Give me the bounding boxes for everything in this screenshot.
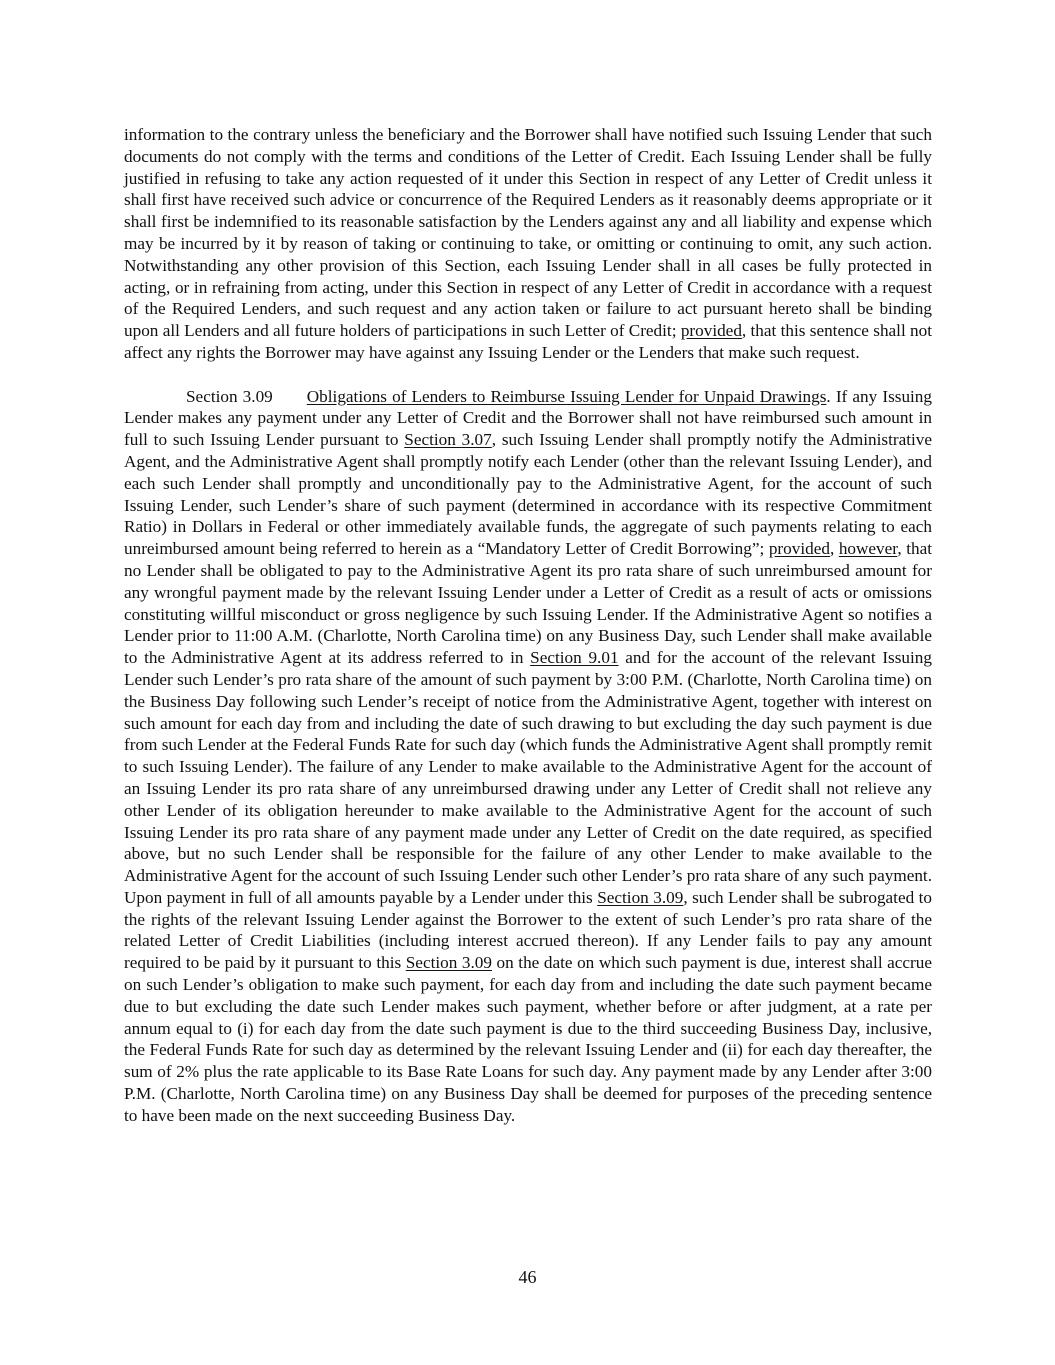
document-page-body [124, 124, 932, 1127]
paragraph-text: on the date on which such payment is due, interest shall accrue on such Lender’s obligation to make such payment, for each day from and including the date such payment became due to but excluding the date such Lender makes such payment, whether before or after judgment, at a rate per annum equal to (i) for each day from the date such payment is due to the third succeeding Business Day, inclusive, the Federal Funds Rate for such day as determined by the relevant Issuing Lender and (ii) for each day thereafter, the sum of 2% plus the rate applicable to its Base Rate Loans for such day. Any payment made by any Lender after 3:00 P.M. (Charlotte, North Carolina time) on any Business Day shall be deemed for purposes of the preceding sentence to have been made on the next succeeding Business Day. [124, 953, 933, 1125]
paragraph-text: , such Issuing Lender shall promptly notify the Administrative Agent, and the Administrative Agent shall promptly notify each Lender (other than the relevant Issuing Lender), and each such Lender shall promptly and unconditionally pay to the Administrative Agent, for the account of such Issuing Lender, such Lender’s share of such payment (determined in accordance with its respective Commitment Ratio) in Dollars in Federal or other immediately available funds, the aggregate of such payments relating to each unreimbursed amount being referred to herein as a “Mandatory Letter of Credit Borrowing”; [124, 430, 932, 559]
page-number: 46 [518, 1267, 537, 1287]
paragraph-text: and for the account of the relevant Issuing Lender such Lender’s pro rata share of the amount of such payment by 3:00 P.M. (Charlotte, North Carolina time) on the Business Day following such Lender’s receipt of notice from the Administrative Agent, together with interest on such amount for each day from and including the date of such drawing to but excluding the day such payment is due from such Lender at the Federal Funds Rate for such day (which funds the Administrative Agent shall promptly remit to such Issuing Lender). The failure of any Lender to make available to the Administrative Agent for the account of an Issuing Lender its pro rata share of any unreimbursed drawing under any Letter of Credit shall not relieve any other Lender of its obligation hereunder to make available to the Administrative Agent for the account of such Issuing Lender its pro rata share of any payment made under any Letter of Credit on the date required, as specified above, but no such Lender shall be responsible for the failure of any other Lender to make available to the Administrative Agent for the account of such Issuing Lender such other Lender’s pro rata share of any such payment. Upon payment in full of all amounts payable by a Lender under this [124, 648, 932, 907]
provided-term: provided [680, 321, 742, 341]
however-term: however [838, 539, 898, 559]
section-reference-3-07: Section 3.07 [404, 430, 492, 450]
section-reference-9-01: Section 9.01 [530, 648, 619, 668]
paragraph-text: information to the contrary unless the beneficiary and the Borrower shall have notified such Issuing Lender that such documents do not comply with the terms and conditions of the Letter of Credit. Each Issuing Lender shall be fully justified in refusing to take any action requested of it under this Section in respect of any Letter of Credit unless it shall first have received such advice or concurrence of the Required Lenders as it reasonably deems appropriate or it shall first be indemnified to its reasonable satisfaction by the Lenders against any and all liability and expense which may be incurred by it by reason of taking or continuing to take, or omitting or continuing to omit, any such action. Notwithstanding any other provision of this Section, each Issuing Lender shall in all cases be fully protected in acting, or in refraining from acting, under this Section in respect of any Letter of Credit in accordance with a request of the Required Lenders, and such request and any action taken or failure to act pursuant hereto shall be binding upon all Lenders and all future holders of participations in such Letter of Credit; [124, 125, 932, 341]
section-reference-3-09: Section 3.09 [597, 887, 684, 907]
paragraph-text: , such Lender shall be subrogated to the rights of the relevant Issuing Lender against the Borrower to the extent of such Lender’s pro rata share of the related Letter of Credit Liabilities (including interest accrued thereon). If any Lender fails to pay any amount required to be paid by it pursuant to this [124, 887, 932, 973]
provided-term: provided [768, 539, 830, 559]
section-heading: Obligations of Lenders to Reimburse Issuing Lender for Unpaid Drawings [306, 386, 827, 406]
section-3-09-paragraph [124, 386, 932, 1127]
paragraph-continuation [124, 124, 932, 364]
section-number: Section 3.09 [186, 386, 273, 406]
section-reference-3-09: Section 3.09 [405, 953, 492, 973]
paragraph-text: , that this sentence shall not affect any rights the Borrower may have against any Issuing Lender or the Lenders that make such request. [124, 321, 932, 362]
paragraph-text: , [829, 539, 839, 559]
paragraph-text: , that no Lender shall be obligated to pay to the Administrative Agent its pro rata share of such unreimbursed amount for any wrongful payment made by the relevant Issuing Lender under a Letter of Credit as a result of acts or omissions constituting willful misconduct or gross negligence by such Issuing Lender. If the Administrative Agent so notifies a Lender prior to 11:00 A.M. (Charlotte, North Carolina time) on any Business Day, such Lender shall make available to the Administrative Agent at its address referred to in [124, 539, 932, 668]
paragraph-text: . If any Issuing Lender makes any payment under any Letter of Credit and the Borrower shall not have reimbursed such amount in full to such Issuing Lender pursuant to [124, 386, 932, 450]
